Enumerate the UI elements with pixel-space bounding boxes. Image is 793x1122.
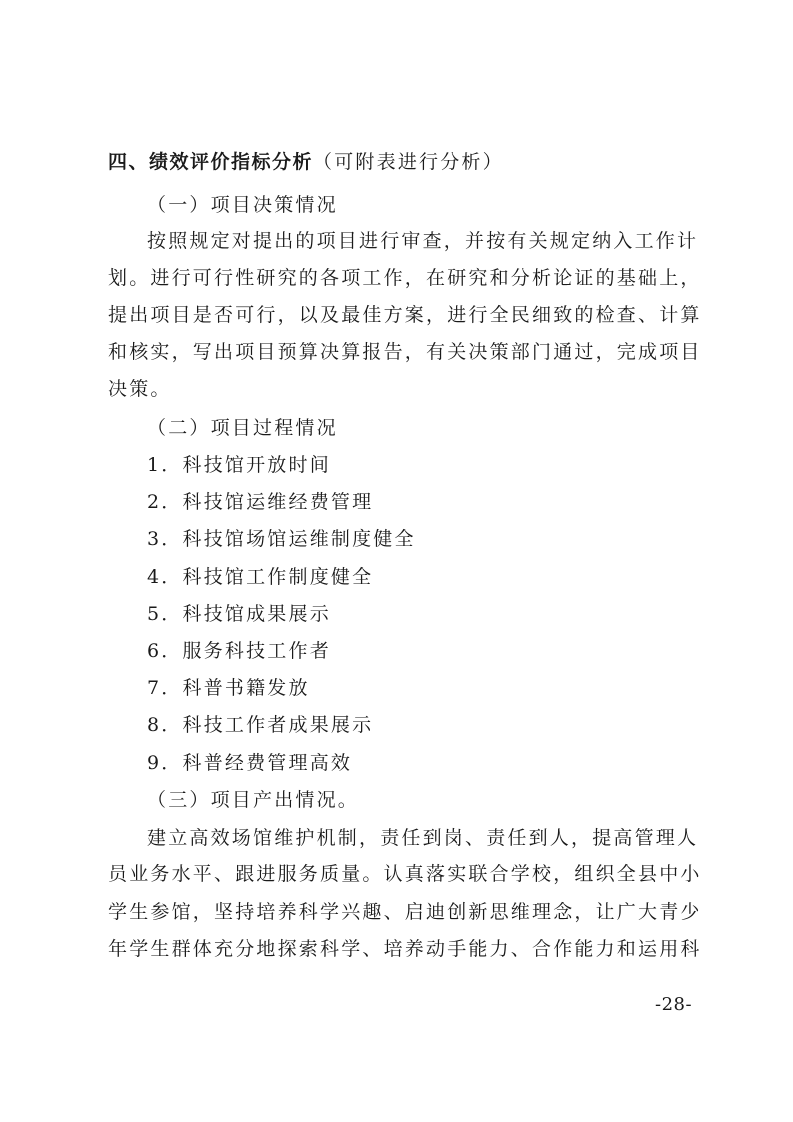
subsection-title-process: （二）项目过程情况 — [147, 417, 338, 439]
page-number: -28- — [655, 994, 693, 1015]
list-item: 8．科技工作者成果展示 — [147, 714, 374, 736]
list-item: 1．科技馆开放时间 — [147, 454, 331, 476]
paragraph-line: 员业务水平、跟进服务质量。认真落实联合学校，组织全县中小 — [108, 863, 702, 885]
paragraph-line: 提出项目是否可行，以及最佳方案，进行全民细致的检查、计算 — [108, 304, 702, 326]
paragraph-line: 建立高效场馆维护机制，责任到岗、责任到人，提高管理人 — [147, 827, 699, 849]
section-heading — [108, 150, 504, 174]
list-item: 5．科技馆成果展示 — [147, 603, 331, 625]
paragraph-line: 划。进行可行性研究的各项工作，在研究和分析论证的基础上， — [108, 267, 702, 289]
list-item: 2．科技馆运维经费管理 — [147, 491, 374, 513]
list-item: 3．科技馆场馆运维制度健全 — [147, 528, 416, 550]
section-heading-note: （可附表进行分析） — [313, 151, 504, 173]
paragraph-line: 决策。 — [108, 378, 172, 400]
paragraph-line: 年学生群体充分地探索科学、培养动手能力、合作能力和运用科 — [108, 938, 702, 960]
paragraph-line: 和核实，写出项目预算决算报告，有关决策部门通过，完成项目 — [108, 341, 702, 363]
subsection-title-output: （三）项目产出情况。 — [147, 789, 360, 811]
list-item: 4．科技馆工作制度健全 — [147, 566, 374, 588]
list-item: 9．科普经费管理高效 — [147, 752, 353, 774]
paragraph-line: 按照规定对提出的项目进行审查，并按有关规定纳入工作计 — [147, 230, 699, 252]
list-item: 7．科普书籍发放 — [147, 677, 310, 699]
list-item: 6．服务科技工作者 — [147, 640, 331, 662]
section-heading-main: 四、绩效评价指标分析 — [108, 151, 314, 173]
paragraph-line: 学生参馆，坚持培养科学兴趣、启迪创新思维理念，让广大青少 — [108, 901, 702, 923]
subsection-title-decision: （一）项目决策情况 — [147, 194, 338, 216]
